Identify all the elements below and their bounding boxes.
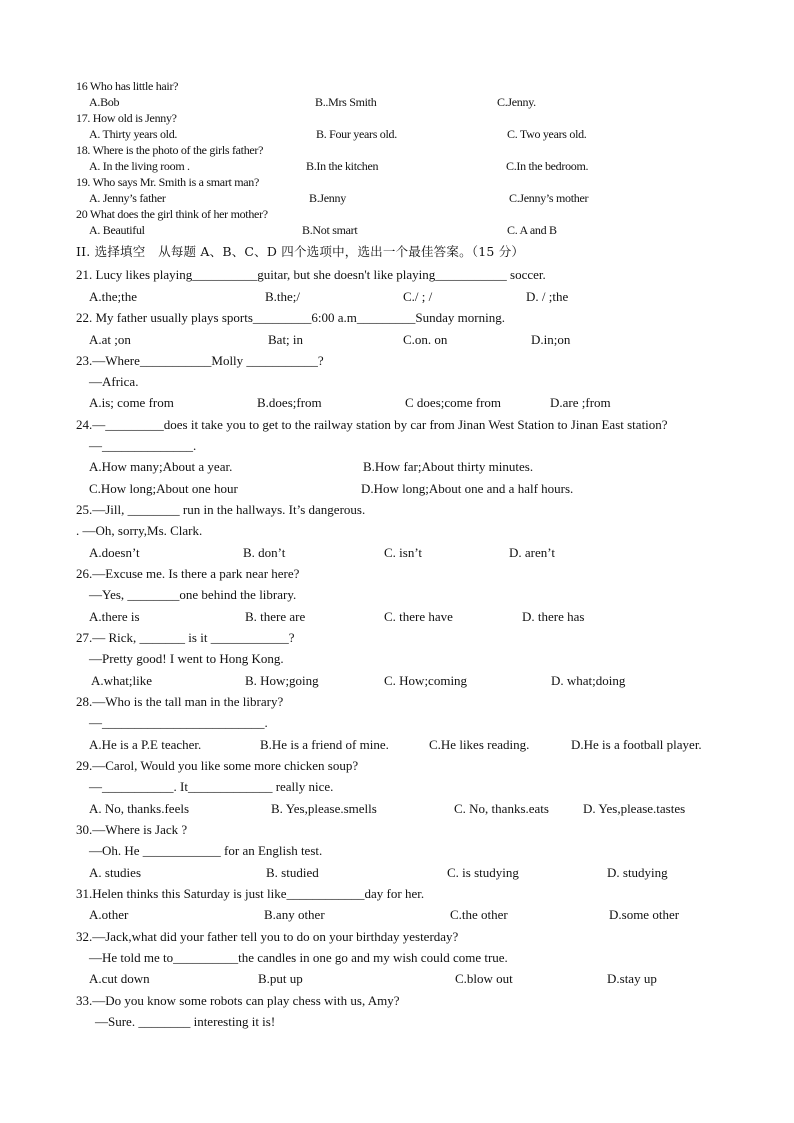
option-text: C.Jenny’s mother — [509, 191, 589, 205]
line-text: A. Thirty years old. — [89, 127, 178, 141]
text-line — [0, 585, 794, 605]
option-text: D.How long;About one and a half hours. — [361, 481, 574, 496]
line-text: A. No, thanks.feels — [89, 801, 190, 816]
text-line — [0, 393, 794, 413]
option-text: C. is studying — [447, 865, 519, 880]
line-text: A.Bob — [89, 95, 120, 109]
line-text: A.other — [89, 907, 129, 922]
text-line — [0, 457, 794, 477]
text-line — [0, 671, 794, 691]
text-line — [0, 713, 794, 733]
option-text: B.put up — [258, 971, 303, 986]
text-line — [0, 220, 794, 240]
option-text: D. what;doing — [551, 673, 626, 688]
text-line — [0, 799, 794, 819]
text-line — [0, 756, 794, 776]
option-text: C. How;coming — [384, 673, 468, 688]
text-line — [0, 628, 794, 648]
line-text: 28.—Who is the tall man in the library? — [76, 694, 284, 709]
option-text: B. How;going — [245, 673, 319, 688]
option-text: B. there are — [245, 609, 306, 624]
option-text: D. there has — [522, 609, 585, 624]
option-text: B.does;from — [257, 395, 322, 410]
option-text: D. / ;the — [526, 289, 569, 304]
line-text: —Oh. He ____________ for an English test. — [89, 843, 323, 858]
line-text: 17. How old is Jenny? — [76, 111, 177, 125]
text-line — [0, 479, 794, 499]
option-text: C. isn’t — [384, 545, 423, 560]
option-text: B.the;/ — [265, 289, 301, 304]
option-text: C. Two years old. — [507, 127, 587, 141]
line-text: 31.Helen thinks this Saturday is just like____________day for her. — [76, 886, 425, 901]
option-text: C./ ; / — [403, 289, 433, 304]
line-text: A. Jenny’s father — [89, 191, 166, 205]
line-text: 29.—Carol, Would you like some more chicken soup? — [76, 758, 359, 773]
text-line — [0, 692, 794, 712]
line-text: 22. My father usually plays sports_________6:00 a.m_________Sunday morning. — [76, 310, 505, 325]
line-text: —Yes, ________one behind the library. — [89, 587, 297, 602]
line-text: 20 What does the girl think of her mother? — [76, 207, 268, 221]
line-text: A. studies — [89, 865, 141, 880]
text-line — [0, 287, 794, 307]
text-line — [0, 969, 794, 989]
line-text: —______________. — [89, 438, 197, 453]
text-line — [0, 991, 794, 1011]
line-text: 16 Who has little hair? — [76, 79, 179, 93]
option-text: C. A and B — [507, 223, 557, 237]
line-text: A.there is — [89, 609, 140, 624]
option-text: B.How far;About thirty minutes. — [363, 459, 534, 474]
option-text: B..Mrs Smith — [315, 95, 377, 109]
line-text: —Africa. — [89, 374, 139, 389]
option-text: B. studied — [266, 865, 319, 880]
line-text: —He told me to__________the candles in one go and my wish could come true. — [89, 950, 508, 965]
text-line — [0, 500, 794, 520]
line-text: 19. Who says Mr. Smith is a smart man? — [76, 175, 260, 189]
text-line — [0, 265, 794, 285]
option-text: C.on. on — [403, 332, 448, 347]
text-line — [0, 351, 794, 371]
line-text: A.the;the — [89, 289, 138, 304]
option-text: C.blow out — [455, 971, 513, 986]
line-text: . —Oh, sorry,Ms. Clark. — [76, 523, 203, 538]
line-text: 27.— Rick, _______ is it ____________? — [76, 630, 295, 645]
text-line — [0, 436, 794, 456]
text-line — [0, 905, 794, 925]
line-text: 23.—Where___________Molly ___________? — [76, 353, 324, 368]
text-line — [0, 372, 794, 392]
line-text: —_________________________. — [89, 715, 268, 730]
line-text: 25.—Jill, ________ run in the hallways. It’s dangerous. — [76, 502, 366, 517]
line-text: 21. Lucy likes playing__________guitar, but she doesn't like playing___________ soccer. — [76, 267, 546, 282]
text-line — [0, 543, 794, 563]
section-heading — [0, 242, 794, 262]
text-line — [0, 927, 794, 947]
option-text: D.are ;from — [550, 395, 611, 410]
text-line — [0, 521, 794, 541]
line-text: A. Beautiful — [89, 223, 145, 237]
line-text: —___________. It_____________ really nice. — [89, 779, 334, 794]
text-line — [0, 649, 794, 669]
line-text: 26.—Excuse me. Is there a park near here? — [76, 566, 300, 581]
line-text: II. 选择填空 从每题 A、B、C、D 四个选项中，选出一个最佳答案。（15 分） — [76, 244, 525, 259]
line-text: A.cut down — [89, 971, 150, 986]
option-text: D. studying — [607, 865, 668, 880]
line-text: A.what;like — [91, 673, 153, 688]
option-text: C.He likes reading. — [429, 737, 530, 752]
text-line — [0, 308, 794, 328]
option-text: C.In the bedroom. — [506, 159, 589, 173]
option-text: B.He is a friend of mine. — [260, 737, 389, 752]
option-text: Bat; in — [268, 332, 304, 347]
option-text: D.in;on — [531, 332, 571, 347]
option-text: C. there have — [384, 609, 453, 624]
line-text: A.is; come from — [89, 395, 174, 410]
option-text: C.Jenny. — [497, 95, 536, 109]
option-text: D.He is a football player. — [571, 737, 702, 752]
option-text: C. No, thanks.eats — [454, 801, 549, 816]
line-text: A. In the living room . — [89, 159, 190, 173]
text-line — [0, 607, 794, 627]
text-line — [0, 863, 794, 883]
line-text: A.He is a P.E teacher. — [89, 737, 202, 752]
option-text: B.In the kitchen — [306, 159, 379, 173]
line-text: A.doesn’t — [89, 545, 140, 560]
text-line — [0, 777, 794, 797]
option-text: D. Yes,please.tastes — [583, 801, 686, 816]
option-text: D.stay up — [607, 971, 657, 986]
text-line — [0, 735, 794, 755]
option-text: D. aren’t — [509, 545, 555, 560]
text-line — [0, 884, 794, 904]
option-text: D.some other — [609, 907, 680, 922]
line-text: 33.—Do you know some robots can play chess with us, Amy? — [76, 993, 400, 1008]
text-line — [0, 948, 794, 968]
text-line — [0, 330, 794, 350]
line-text: 24.—_________does it take you to get to the railway station by car from Jinan West Station to Jinan East station? — [76, 417, 668, 432]
option-text: C.the other — [450, 907, 508, 922]
text-line — [0, 841, 794, 861]
line-text: C.How long;About one hour — [89, 481, 238, 496]
option-text: B. Four years old. — [316, 127, 397, 141]
option-text: C does;come from — [405, 395, 502, 410]
text-line — [0, 564, 794, 584]
option-text: B. Yes,please.smells — [271, 801, 377, 816]
option-text: B.any other — [264, 907, 325, 922]
line-text: 30.—Where is Jack ? — [76, 822, 188, 837]
line-text: —Sure. ________ interesting it is! — [95, 1014, 276, 1029]
line-text: —Pretty good! I went to Hong Kong. — [89, 651, 284, 666]
line-text: A.at ;on — [89, 332, 131, 347]
option-text: B.Jenny — [309, 191, 346, 205]
text-line — [0, 415, 794, 435]
text-line — [0, 820, 794, 840]
line-text: 18. Where is the photo of the girls father? — [76, 143, 264, 157]
text-line — [0, 1012, 794, 1032]
option-text: B.Not smart — [302, 223, 358, 237]
line-text: A.How many;About a year. — [89, 459, 233, 474]
option-text: B. don’t — [243, 545, 286, 560]
line-text: 32.—Jack,what did your father tell you to do on your birthday yesterday? — [76, 929, 459, 944]
